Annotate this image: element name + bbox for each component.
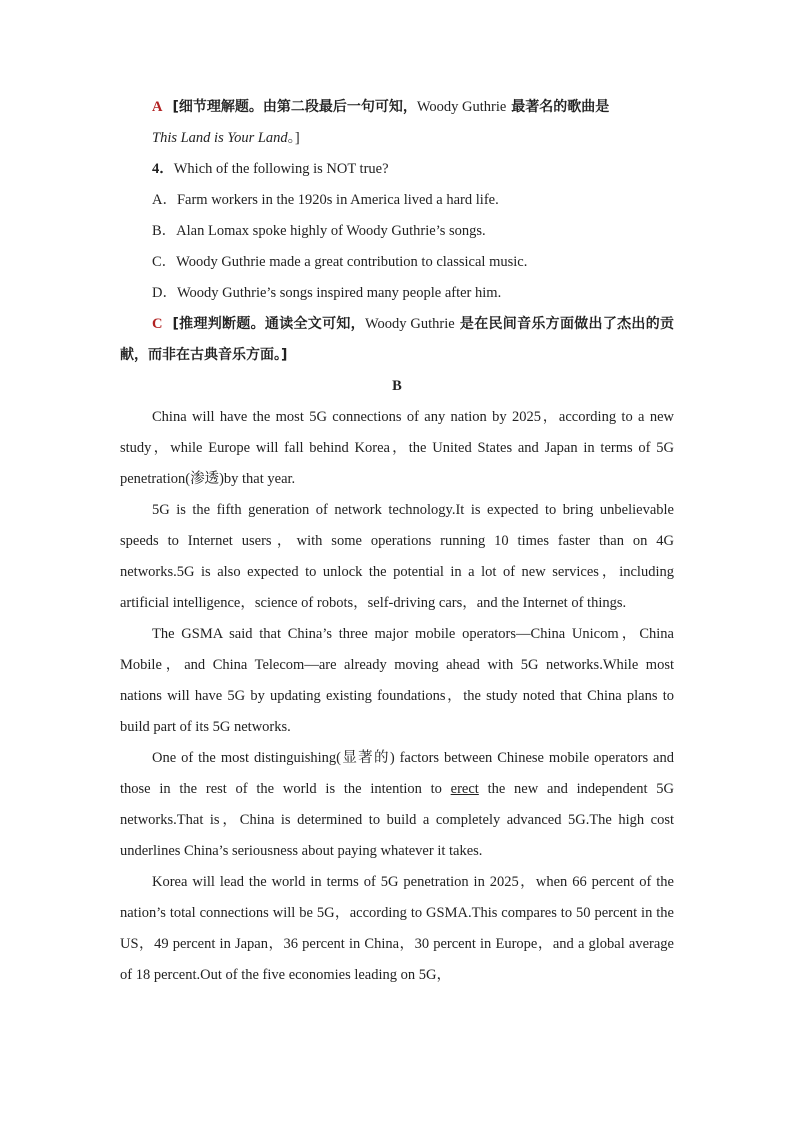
passage-paragraph-2: 5G is the fifth generation of network technology.It is expected to bring unbelievable speeds to Internet users，with some operations running 10 times faster than on 4G networks.5G is also expected to unlock the potential in a lot of new services，including artificial intelligence，science of robots，self-driving cars，and the Internet of things. (120, 502, 674, 611)
answer-explanation-cn: [推理判断题。通读全文可知， (172, 316, 365, 332)
gloss-cn: 显著的 (340, 750, 390, 766)
gloss-cn: 渗透 (190, 471, 220, 487)
paragraph-text: )by that year. (219, 471, 296, 487)
passage-paragraph-3: The GSMA said that China’s three major mobile operators—China Unicom，China Mobile，and China Telecom—are already moving ahead with 5G networks.While most nations will have 5G by updating existing foundations，the study noted that China plans to build part of its 5G networks. (120, 626, 674, 735)
option-d: D．Woody Guthrie’s songs inspired many people after him. (152, 285, 502, 301)
answer-explanation-cn-rest: 是在民间音乐方面做出了杰出的贡献，而非在古典音乐方面。] (120, 316, 674, 363)
passage-paragraph-1 (120, 402, 674, 495)
song-title: This Land is Your Land (152, 130, 288, 146)
paragraph-text: the new and independent 5G networks.That is，China is determined to build a completely advanced 5G.The high cost underlines China’s seriousness about paying whatever it takes. (120, 781, 674, 859)
option-a: A．Farm workers in the 1920s in America lived a hard life. (152, 192, 499, 208)
underlined-word: erect (450, 781, 479, 797)
answer-end: 。] (287, 130, 300, 146)
option-b: B．Alan Lomax spoke highly of Woody Guthrie’s songs. (152, 223, 486, 239)
answer-letter: C (152, 316, 163, 332)
answer-3 (120, 92, 674, 154)
answer-4 (120, 309, 674, 371)
answer-letter: A (152, 99, 163, 115)
question-text: Which of the following is NOT true? (173, 161, 389, 177)
document-page (120, 92, 674, 991)
passage-paragraph-5: Korea will lead the world in terms of 5G penetration in 2025，when 66 percent of the nation’s total connections will be 5G，according to GSMA.This compares to 50 percent in the US，49 percent in Japan，36 percent in China，30 percent in Europe，and a global average of 18 percent.Out of the five economies leading on 5G， (120, 874, 674, 983)
answer-name: Woody Guthrie (364, 316, 455, 332)
paragraph-text: China will have the most 5G connections of any nation by 2025，according to a new study，while Europe will fall behind Korea，the United States and Japan in terms of 5G penetration( (120, 409, 674, 487)
paragraph-text: ) factors between Chinese mobile operators and those in the rest of the world is the intention to (120, 750, 674, 797)
paragraph-text: One of the most distinguishing( (152, 750, 341, 766)
option-c: C．Woody Guthrie made a great contribution to classical music. (152, 254, 528, 270)
section-title: B (392, 378, 402, 394)
question-4 (120, 154, 674, 185)
passage-paragraph-4 (120, 743, 674, 867)
answer-explanation-cn: [细节理解题。由第二段最后一句可知， (172, 99, 417, 115)
answer-explanation-cn-rest: 最著名的歌曲是 (506, 99, 610, 115)
answer-name: Woody Guthrie (416, 99, 507, 115)
question-number: 4． (152, 161, 174, 177)
